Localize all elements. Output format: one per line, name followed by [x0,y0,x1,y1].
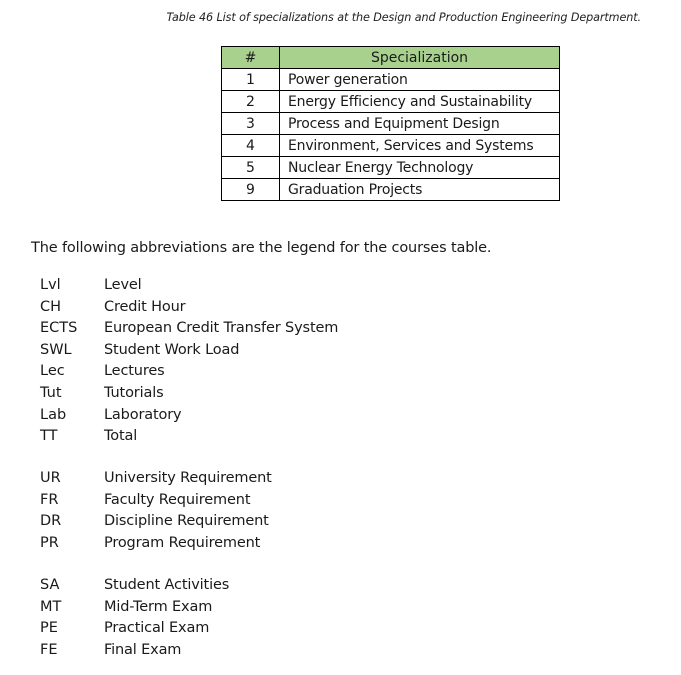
legend-abbreviation: UR [40,470,61,486]
table-row [222,179,560,201]
legend-abbreviation: SA [40,577,60,593]
column-header-specialization: Specialization [280,47,560,69]
legend-meaning: Lectures [104,363,165,380]
legend-meaning: Credit Hour [104,298,186,315]
legend-meaning: Laboratory [104,406,182,423]
legend-abbreviation: SWL [40,341,72,358]
legend-abbreviation: FE [40,641,58,658]
legend-abbreviation: TT [40,428,58,445]
table-row [222,135,560,157]
row-number: 2 [222,91,280,113]
table-row [222,113,560,135]
table-caption: Table 46 List of specializations at the Design and Production Engineering Department. [166,11,641,24]
legend-abbreviation: ECTS [40,320,78,337]
row-number: 4 [222,135,280,157]
row-specialization: Energy Efficiency and Sustainability [280,91,560,113]
table-header-row [222,47,560,69]
legend-meaning: Student Activities [104,577,230,593]
legend-abbreviation: PE [40,620,58,637]
legend-intro-text: The following abbreviations are the legend for the courses table. [31,240,492,256]
legend-meaning: European Credit Transfer System [104,320,339,337]
legend-abbreviation: Tut [40,384,62,401]
legend-meaning: Discipline Requirement [104,513,269,530]
table-row [222,69,560,91]
legend-abbreviation: CH [40,298,62,315]
legend-abbreviation: PR [40,534,59,551]
row-specialization: Environment, Services and Systems [280,135,560,157]
legend-meaning: Student Work Load [104,341,240,358]
legend-abbreviation: DR [40,513,62,530]
legend-meaning: Program Requirement [104,534,261,551]
legend-abbreviation: Lvl [40,277,61,293]
row-specialization: Graduation Projects [280,179,560,201]
row-number: 9 [222,179,280,201]
row-specialization: Nuclear Energy Technology [280,157,560,179]
legend-meaning: Mid-Term Exam [104,598,213,615]
table-row [222,91,560,113]
row-number: 3 [222,113,280,135]
legend-meaning: Total [104,428,138,445]
legend-abbreviation: FR [40,491,59,508]
legend-meaning: Final Exam [104,641,182,658]
legend-meaning: Practical Exam [104,620,210,637]
legend-abbreviation: Lec [40,363,65,380]
legend-abbreviation: MT [40,598,62,615]
legend-meaning: Faculty Requirement [104,491,251,508]
legend-abbreviation: Lab [40,406,67,423]
legend-meaning: Tutorials [104,384,164,401]
column-header-number: # [222,47,280,69]
legend-meaning: Level [104,277,142,293]
table-row [222,157,560,179]
specializations-table [221,46,560,201]
row-number: 1 [222,69,280,91]
row-specialization: Power generation [280,69,560,91]
row-specialization: Process and Equipment Design [280,113,560,135]
row-number: 5 [222,157,280,179]
legend-meaning: University Requirement [104,470,272,486]
